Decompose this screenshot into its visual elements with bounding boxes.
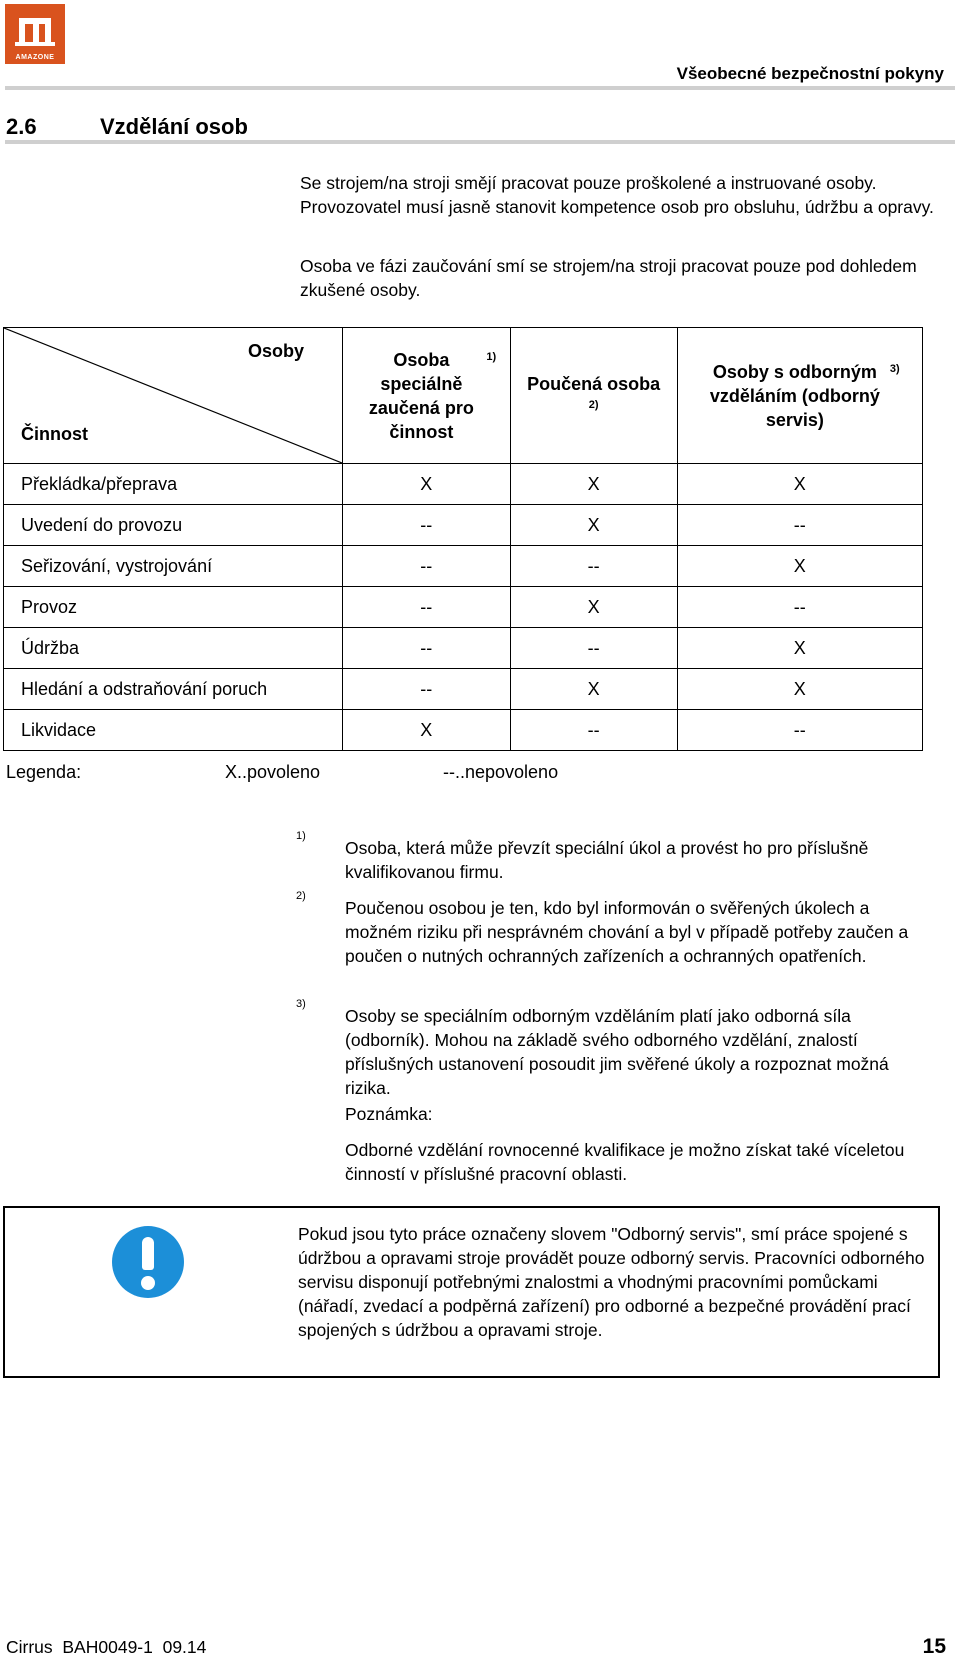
intro-paragraph-2: Osoba ve fázi zaučování smí se strojem/na stroji pracovat pouze pod dohledem zkušené osoby. — [300, 256, 917, 300]
footnote-text-2: Poučenou osobou je ten, kdo byl informován o svěřených úkolech a možném riziku při nesprávném chování a byl v případě potřeby zaučen a poučen o nutných ochranných zařízeních a ochranných opatřeních. — [345, 898, 909, 966]
table-corner-cell — [4, 328, 343, 464]
value-cell: X — [510, 464, 677, 505]
value-cell: X — [510, 669, 677, 710]
table-row — [4, 505, 923, 546]
footnote-text-1: Osoba, která může převzít speciální úkol a provést ho pro příslušně kvalifikovanou firmu. — [345, 838, 869, 882]
value-cell: -- — [510, 710, 677, 751]
column-footnote-mark-3: 3) — [889, 362, 900, 375]
value-cell: X — [510, 505, 677, 546]
value-cell: X — [677, 628, 922, 669]
amazone-logo — [5, 4, 65, 64]
corner-persons-label: Osoby — [248, 341, 305, 361]
note-text: Odborné vzdělání rovnocenné kvalifikace je možno získat také víceletou činností v příslušné pracovní oblasti. — [345, 1140, 905, 1184]
table-header-row — [4, 328, 923, 464]
corner-activity-label: Činnost — [21, 424, 88, 444]
value-cell: -- — [510, 628, 677, 669]
column-header-instructed-person: Poučená osoba $^{2)}$ — [510, 328, 677, 464]
section-header: Všeobecné bezpečnostní pokyny — [676, 64, 944, 83]
table-row — [4, 464, 923, 505]
value-cell: X — [677, 546, 922, 587]
column-footnote-mark-1: 1) — [486, 350, 497, 363]
value-cell: X — [343, 710, 511, 751]
value-cell: -- — [343, 505, 511, 546]
activity-cell: Provoz — [4, 587, 343, 628]
intro-paragraph-1: Se strojem/na stroji smějí pracovat pouze proškolené a instruované osoby. Provozovatel musí jasně stanovit kompetence osob pro obsluhu, údržbu a opravy. — [300, 173, 934, 217]
column-header-trained-person: Osoba speciálně zaučená pro činnost$^{1)}$ — [343, 328, 511, 464]
logo-text: AMAZONE — [15, 54, 55, 61]
value-cell: X — [677, 669, 922, 710]
value-cell: -- — [343, 587, 511, 628]
exclamation-icon — [112, 1226, 184, 1298]
value-cell: X — [677, 464, 922, 505]
table-row — [4, 710, 923, 751]
section-number: 2.6 — [6, 114, 37, 139]
footnote-mark-2: 2) — [296, 890, 306, 902]
info-box-text: Pokud jsou tyto práce označeny slovem "Odborný servis", smí práce spojené s údržbou a opravami stroje provádět pouze odborný servis. Pracovníci odborného servisu disponují potřebnými znalostmi a vhodnými pracovními pomůckami (nářadí, zvedací a podpěrná zařízení) pro odborné a bezpečné provádění prací spojených s údržbou a opravami stroje. — [298, 1224, 925, 1340]
activity-cell: Překládka/přeprava — [4, 464, 343, 505]
footnote-mark-3: 3) — [296, 998, 306, 1010]
table-row — [4, 546, 923, 587]
qualification-table — [3, 327, 923, 751]
value-cell: X — [510, 587, 677, 628]
activity-cell: Hledání a odstraňování poruch — [4, 669, 343, 710]
value-cell: -- — [677, 587, 922, 628]
value-cell: -- — [343, 546, 511, 587]
value-cell: -- — [343, 628, 511, 669]
footnote-mark-1: 1) — [296, 830, 306, 842]
table-row — [4, 628, 923, 669]
activity-cell: Likvidace — [4, 710, 343, 751]
title-divider — [5, 140, 955, 144]
column-footnote-mark-2: 2) — [588, 398, 599, 411]
value-cell: -- — [677, 710, 922, 751]
activity-cell: Údržba — [4, 628, 343, 669]
column-header-professional-service: Osoby s odborným vzděláním (odborný servis)$^{3)}$ — [677, 328, 922, 464]
legend-forbidden: --..nepovoleno — [443, 762, 559, 782]
value-cell: X — [343, 464, 511, 505]
table-row — [4, 587, 923, 628]
note-label: Poznámka: — [345, 1104, 433, 1124]
legend-allowed: X..povoleno — [225, 762, 321, 782]
activity-cell: Uvedení do provozu — [4, 505, 343, 546]
value-cell: -- — [677, 505, 922, 546]
table-row — [4, 669, 923, 710]
header-divider — [5, 86, 955, 90]
footer-document-id: Cirrus BAH0049-1 09.14 — [6, 1637, 207, 1657]
value-cell: -- — [510, 546, 677, 587]
activity-cell: Seřizování, vystrojování — [4, 546, 343, 587]
section-title: Vzdělání osob — [100, 114, 248, 139]
page-number: 15 — [922, 1635, 946, 1658]
legend-label: Legenda: — [6, 762, 82, 782]
footnote-text-3: Osoby se speciálním odborným vzděláním platí jako odborná síla (odborník). Mohou na základě svého odborného vzdělání, znalostí příslušných ustanovení posoudit jim svěřené úkoly a rozpoznat možná rizika. — [345, 1006, 889, 1098]
value-cell: -- — [343, 669, 511, 710]
